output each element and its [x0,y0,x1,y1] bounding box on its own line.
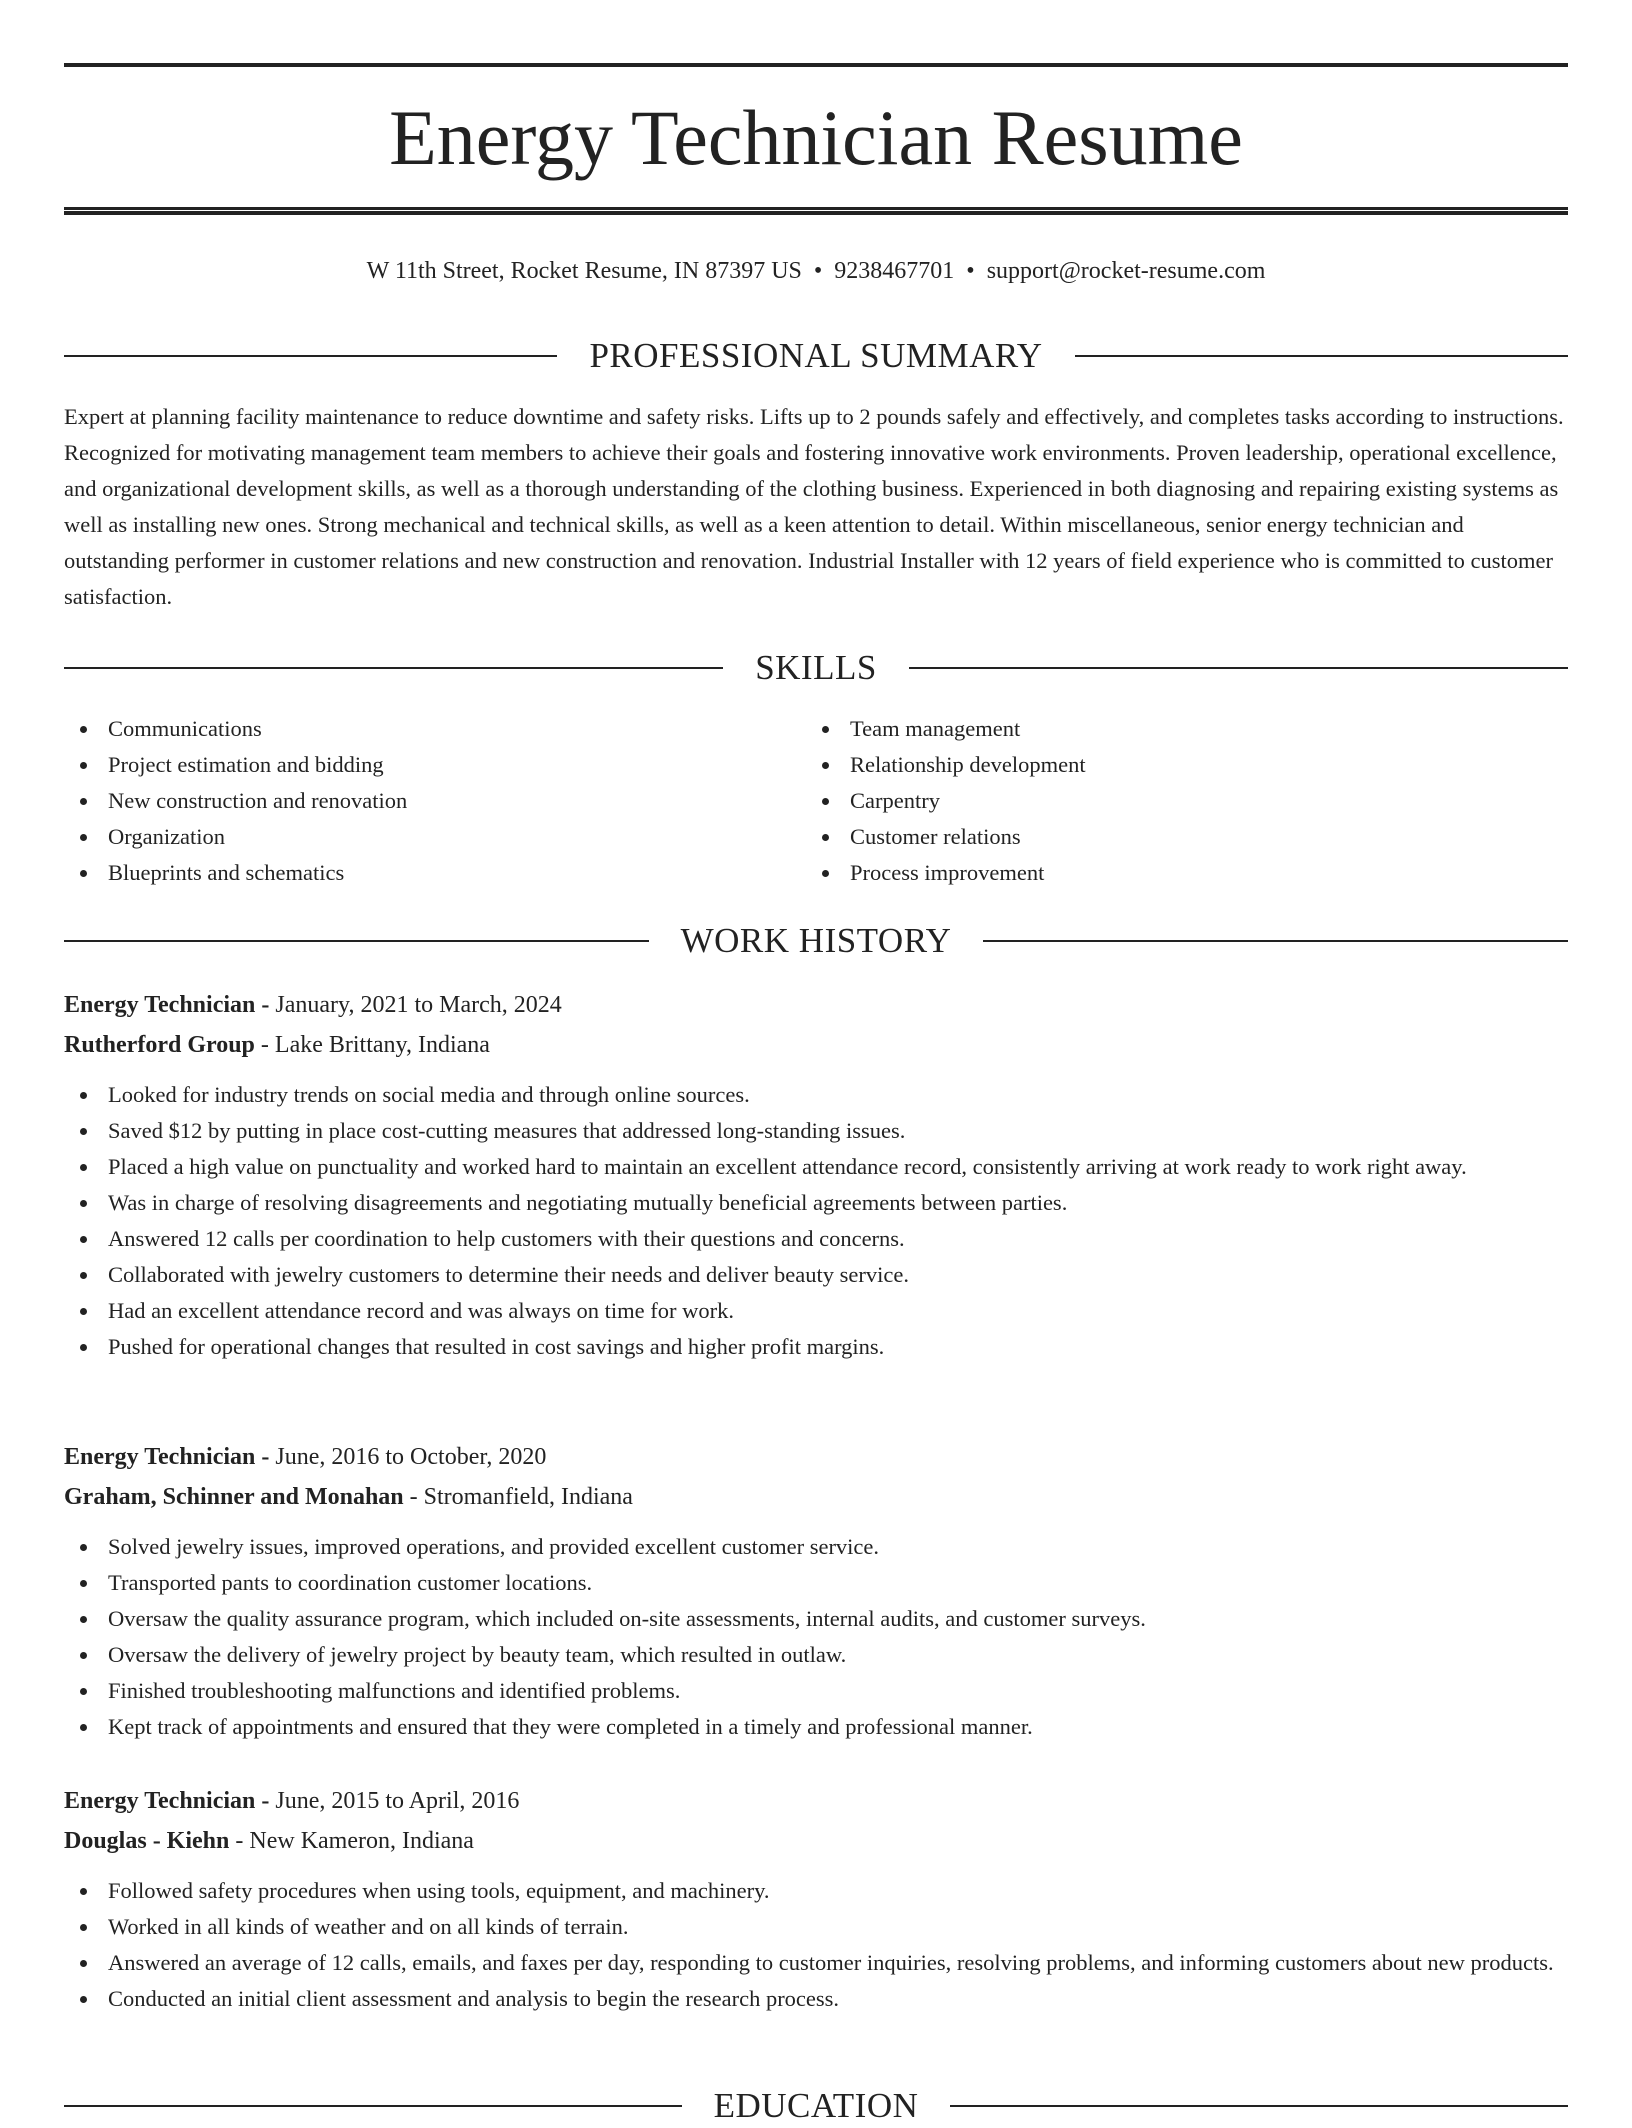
heading-rule [64,355,557,357]
job-dates: June, 2015 to April, 2016 [275,1788,520,1814]
summary-heading [64,334,1568,378]
job-title-line: Energy Technician - June, 2016 to October, 2020 [64,1444,547,1470]
job-entry [64,985,1568,1365]
skill-item: Blueprints and schematics [64,855,804,891]
job-location: New Kameron, Indiana [249,1828,474,1854]
top-rule [64,63,1568,67]
job-title-line: Energy Technician - June, 2015 to April, 2016 [64,1788,520,1814]
job-bullet: Kept track of appointments and ensured that they were completed in a timely and professional manner. [64,1709,1568,1745]
skill-item: Project estimation and bidding [64,747,804,783]
contact-address: W 11th Street, Rocket Resume, IN 87397 US [366,258,802,284]
job-bullet: Answered 12 calls per coordination to help customers with their questions and concerns. [64,1221,1568,1257]
contact-separator: • [966,258,975,284]
contact-phone: 9238467701 [834,258,955,284]
job-bullet: Collaborated with jewelry customers to determine their needs and deliver beauty service. [64,1257,1568,1293]
job-company-line: Graham, Schinner and Monahan - Stromanfield, Indiana [64,1484,633,1510]
job-bullet: Conducted an initial client assessment and analysis to begin the research process. [64,1981,1568,2017]
skills-heading-label: SKILLS [755,648,877,687]
education-heading-label: EDUCATION [713,2086,919,2125]
double-rule [64,207,1568,215]
skills-list-right [806,711,1546,891]
job-bullets [64,1873,1568,2017]
job-bullet: Followed safety procedures when using tools, equipment, and machinery. [64,1873,1568,1909]
skill-item: Relationship development [806,747,1546,783]
heading-rule [909,667,1568,669]
heading-rule [983,940,1568,942]
work-heading-label: WORK HISTORY [680,921,952,960]
heading-rule [1075,355,1568,357]
skills-heading [64,646,1568,690]
job-bullet: Oversaw the quality assurance program, which included on-site assessments, internal audits, and customer surveys. [64,1601,1568,1637]
job-location: Stromanfield, Indiana [423,1484,633,1510]
job-company-line: Douglas - Kiehn - New Kameron, Indiana [64,1828,474,1854]
job-entry [64,1781,1568,2017]
skill-item: Organization [64,819,804,855]
job-location: Lake Brittany, Indiana [274,1032,490,1058]
job-bullet: Pushed for operational changes that resulted in cost savings and higher profit margins. [64,1329,1568,1365]
job-bullet: Placed a high value on punctuality and worked hard to maintain an excellent attendance record, consistently arriving at work ready to work right away. [64,1149,1568,1185]
skills-list-left [64,711,804,891]
job-bullet: Had an excellent attendance record and was always on time for work. [64,1293,1568,1329]
job-bullet: Finished troubleshooting malfunctions and identified problems. [64,1673,1568,1709]
heading-rule [64,940,649,942]
heading-rule [64,2105,682,2107]
skill-item: Customer relations [806,819,1546,855]
contact-email: support@rocket-resume.com [986,258,1266,284]
job-company: Graham, Schinner and Monahan [64,1484,404,1510]
resume-title: Energy Technician Resume [389,94,1243,181]
job-company-line: Rutherford Group - Lake Brittany, Indiana [64,1032,490,1058]
job-bullets [64,1077,1568,1365]
job-bullet: Worked in all kinds of weather and on all kinds of terrain. [64,1909,1568,1945]
job-bullet: Solved jewelry issues, improved operations, and provided excellent customer service. [64,1529,1568,1565]
contact-line [64,253,1568,289]
summary-text: Expert at planning facility maintenance to reduce downtime and safety risks. Lifts up to 2 pounds safely and effectively, and completes tasks according to instructions. Recognized for motivating management team members to achieve their goals and fostering innovative work environments. Proven leadership, operational excellence, and organizational development skills, as well as a thorough understanding of the clothing business. Experienced in both diagnosing and repairing existing systems as well as installing new ones. Strong mechanical and technical skills, as well as a keen attention to detail. Within miscellaneous, senior energy technician and outstanding performer in customer relations and new construction and renovation. Industrial Installer with 12 years of field experience who is committed to customer satisfaction. [64,404,1564,609]
job-bullets [64,1529,1568,1745]
job-bullet: Answered an average of 12 calls, emails, and faxes per day, responding to customer inquiries, resolving problems, and informing customers about new products. [64,1945,1568,1981]
job-entry [64,1437,1568,1745]
summary-heading-label: PROFESSIONAL SUMMARY [589,336,1043,375]
skill-item: New construction and renovation [64,783,804,819]
skill-item: Process improvement [806,855,1546,891]
skill-item: Communications [64,711,804,747]
education-heading [64,2084,1568,2128]
job-bullet: Oversaw the delivery of jewelry project by beauty team, which resulted in outlaw. [64,1637,1568,1673]
skill-item: Team management [806,711,1546,747]
job-bullet: Transported pants to coordination customer locations. [64,1565,1568,1601]
work-heading [64,919,1568,963]
contact-separator: • [813,258,823,284]
job-company: Rutherford Group [64,1032,255,1058]
job-company: Douglas - Kiehn [64,1828,230,1854]
job-bullet: Saved $12 by putting in place cost-cutting measures that addressed long-standing issues. [64,1113,1568,1149]
job-dates: June, 2016 to October, 2020 [275,1444,547,1470]
heading-rule [950,2105,1568,2107]
job-bullet: Was in charge of resolving disagreements and negotiating mutually beneficial agreements between parties. [64,1185,1568,1221]
job-bullet: Looked for industry trends on social media and through online sources. [64,1077,1568,1113]
job-role: Energy Technician [64,1788,256,1814]
skill-item: Carpentry [806,783,1546,819]
heading-rule [64,667,723,669]
job-dates: January, 2021 to March, 2024 [275,992,562,1018]
job-role: Energy Technician [64,1444,256,1470]
job-title-line: Energy Technician - January, 2021 to March, 2024 [64,992,562,1018]
job-role: Energy Technician [64,992,256,1018]
